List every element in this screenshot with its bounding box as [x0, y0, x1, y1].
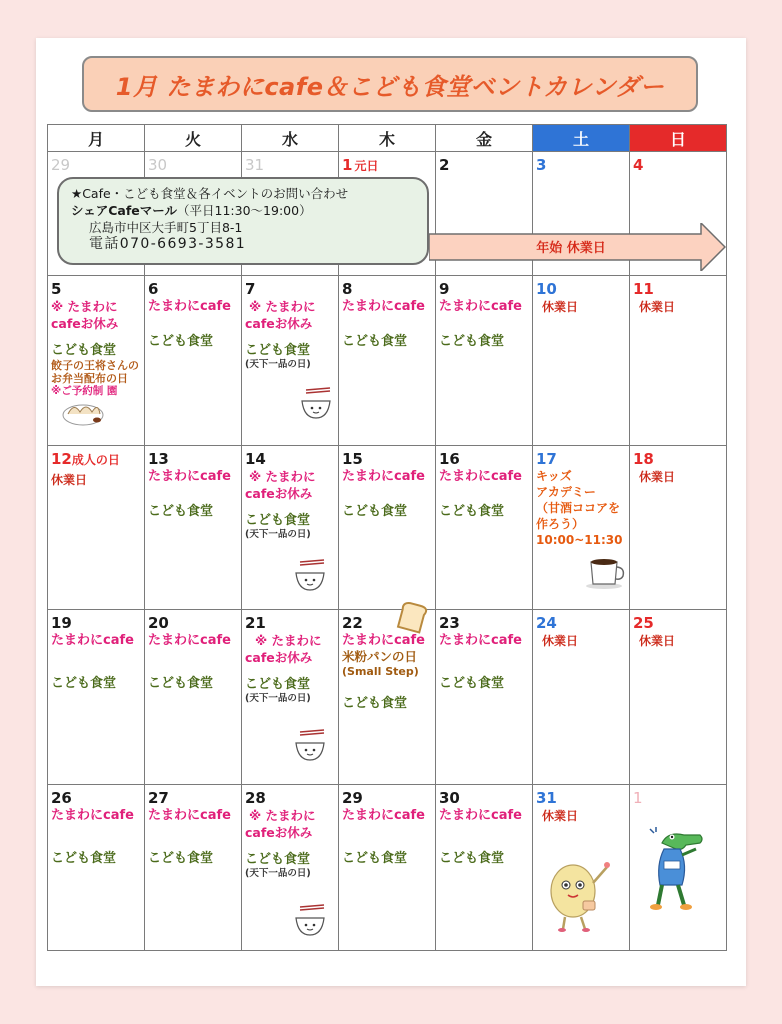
day-number: 19 [51, 614, 72, 632]
weekday-header-row [48, 125, 727, 152]
cafe-closed-suffix: cafeお休み [245, 825, 313, 840]
day-cell-19 [48, 610, 145, 785]
day-number: 15 [342, 450, 363, 468]
day-cell-9 [436, 276, 533, 446]
day-number: 30 [439, 789, 460, 807]
kodomo-shokudo-label: こども食堂 [342, 696, 408, 711]
day-number: 25 [633, 614, 654, 632]
day-cell-8 [339, 276, 436, 446]
weekday-mon: 月 [48, 125, 145, 152]
kids-academy-line1: キッズ [536, 469, 572, 483]
day-cell-15 [339, 446, 436, 610]
closed-label: 休業日 [51, 473, 88, 487]
kids-academy-line3: （甘酒ココアを [536, 501, 621, 515]
kodomo-shokudo-label: こども食堂 [51, 676, 117, 691]
day-cell-25 [630, 610, 727, 785]
closed-label: 休業日 [542, 300, 579, 314]
day-cell-6 [145, 276, 242, 446]
tenka-ippin-note: (天下一品の日) [245, 529, 311, 540]
day-cell-21 [242, 610, 339, 785]
coffee-cup-icon [585, 554, 627, 590]
gyoza-event-line2: お弁当配布の日 [51, 372, 128, 385]
day-number: 23 [439, 614, 460, 632]
ramen-bowl-icon [298, 386, 334, 420]
tenka-ippin-note: (天下一品の日) [245, 693, 311, 704]
kodomo-shokudo-label: こども食堂 [148, 334, 214, 349]
new-year-closure-label: 年始 休業日 [536, 241, 606, 256]
closed-label: 休業日 [639, 300, 676, 314]
day-number: 27 [148, 789, 169, 807]
cafe-closed-prefix: ※ たまわに [249, 469, 316, 484]
small-step-note: (Small Step) [342, 665, 419, 678]
weekday-thu: 木 [339, 125, 436, 152]
kodomo-shokudo-label: こども食堂 [342, 504, 408, 519]
day-number: 29 [51, 156, 71, 174]
kodomo-shokudo-label: こども食堂 [51, 851, 117, 866]
day-cell-12 [48, 446, 145, 610]
day-number: 1 [342, 156, 353, 174]
day-number: 2 [439, 156, 450, 174]
kodomo-shokudo-label: こども食堂 [439, 851, 505, 866]
contact-info-box [57, 177, 429, 265]
day-cell-11 [630, 276, 727, 446]
day-cell-7 [242, 276, 339, 446]
day-cell-29 [339, 785, 436, 951]
kids-academy-time: 10:00~11:30 [536, 533, 623, 547]
contact-heading: ★Cafe・こども食堂＆各イベントのお問い合わせ [71, 186, 349, 201]
kodomo-shokudo-label: こども食堂 [245, 852, 311, 867]
tenka-ippin-note: (天下一品の日) [245, 868, 311, 879]
kids-academy-line2: アカデミー [536, 485, 596, 499]
crocodile-mascot-icon [642, 825, 710, 919]
kodomo-shokudo-label: こども食堂 [51, 343, 117, 358]
kodomo-shokudo-label: こども食堂 [439, 676, 505, 691]
day-number: 11 [633, 280, 654, 298]
day-cell-17 [533, 446, 630, 610]
cafe-open-label: たまわにcafe [439, 808, 522, 823]
day-number: 28 [245, 789, 266, 807]
cafe-open-label: たまわにcafe [439, 633, 522, 648]
day-cell-31 [533, 785, 630, 951]
day-number: 9 [439, 280, 450, 298]
closed-label: 休業日 [639, 470, 676, 484]
kodomo-shokudo-label: こども食堂 [148, 851, 214, 866]
kodomo-shokudo-label: こども食堂 [439, 334, 505, 349]
day-number: 21 [245, 614, 266, 632]
cafe-closed-prefix: ※ たまわに [255, 633, 322, 648]
day-cell-feb1 [630, 785, 727, 951]
cafe-open-label: たまわにcafe [148, 808, 231, 823]
shop-address: 広島市中区大手町5丁目8-1 [89, 220, 243, 235]
shop-name: シェアCafeマール [71, 203, 178, 218]
closed-label: 休業日 [639, 634, 676, 648]
day-cell-18 [630, 446, 727, 610]
cafe-open-label: たまわにcafe [342, 299, 425, 314]
kodomo-shokudo-label: こども食堂 [342, 851, 408, 866]
weekday-tue: 火 [145, 125, 242, 152]
weekday-wed: 水 [242, 125, 339, 152]
day-cell-26 [48, 785, 145, 951]
cafe-closed-prefix: ※ たまわに [51, 299, 118, 314]
kodomo-shokudo-label: こども食堂 [148, 504, 214, 519]
cafe-open-label: たまわにcafe [148, 469, 231, 484]
day-number: 5 [51, 280, 62, 298]
cafe-open-label: たまわにcafe [342, 469, 425, 484]
day-cell-28 [242, 785, 339, 951]
day-cell-27 [145, 785, 242, 951]
day-cell-10 [533, 276, 630, 446]
ramen-bowl-icon [292, 558, 328, 592]
reservation-note: ※ご予約制 園 [51, 385, 118, 397]
rice-bread-day: 米粉パンの日 [342, 649, 418, 664]
mascot-character-icon [543, 847, 615, 933]
ramen-bowl-icon [292, 903, 328, 937]
closed-label: 休業日 [542, 809, 579, 823]
cafe-open-label: たまわにcafe [342, 808, 425, 823]
day-number: 24 [536, 614, 557, 632]
kodomo-shokudo-label: こども食堂 [439, 504, 505, 519]
day-number: 8 [342, 280, 353, 298]
day-number: 16 [439, 450, 460, 468]
day-number: 31 [536, 789, 557, 807]
weekday-fri: 金 [436, 125, 533, 152]
page-title: 1月 たまわにcafe＆こども食堂ベントカレンダー [82, 56, 698, 112]
day-cell-24 [533, 610, 630, 785]
kids-academy-line4: 作ろう） [536, 517, 585, 531]
weekday-sun: 日 [630, 125, 727, 152]
day-number: 22 [342, 614, 363, 632]
kodomo-shokudo-label: こども食堂 [245, 343, 311, 358]
holiday-name: 成人の日 [71, 453, 120, 467]
day-number: 26 [51, 789, 72, 807]
kodomo-shokudo-label: こども食堂 [148, 676, 214, 691]
cafe-closed-prefix: ※ たまわに [249, 808, 316, 823]
day-number: 3 [536, 156, 547, 174]
day-cell-22 [339, 610, 436, 785]
day-cell-16 [436, 446, 533, 610]
toast-bread-icon [395, 600, 429, 634]
cafe-closed-suffix: cafeお休み [245, 486, 313, 501]
weekday-sat: 土 [533, 125, 630, 152]
kodomo-shokudo-label: こども食堂 [245, 677, 311, 692]
day-cell-13 [145, 446, 242, 610]
closed-label: 休業日 [542, 634, 579, 648]
cafe-closed-suffix: cafeお休み [51, 316, 119, 331]
cafe-closed-suffix: cafeお休み [245, 316, 313, 331]
cafe-open-label: たまわにcafe [51, 633, 134, 648]
day-number: 29 [342, 789, 363, 807]
day-number: 20 [148, 614, 169, 632]
day-number: 12 [51, 450, 72, 468]
kodomo-shokudo-label: こども食堂 [245, 513, 311, 528]
ramen-bowl-icon [292, 728, 328, 762]
day-cell-30 [436, 785, 533, 951]
day-number: 17 [536, 450, 557, 468]
cafe-closed-prefix: ※ たまわに [249, 299, 316, 314]
gyoza-plate-icon [62, 396, 104, 426]
day-number: 1 [633, 789, 643, 807]
kodomo-shokudo-label: こども食堂 [342, 334, 408, 349]
cafe-open-label: たまわにcafe [342, 633, 425, 648]
cafe-open-label: たまわにcafe [148, 299, 231, 314]
day-cell-23 [436, 610, 533, 785]
day-number: 10 [536, 280, 557, 298]
day-number: 30 [148, 156, 168, 174]
day-number: 6 [148, 280, 159, 298]
day-number: 4 [633, 156, 644, 174]
cafe-open-label: たまわにcafe [51, 808, 134, 823]
day-number: 31 [245, 156, 265, 174]
shop-phone: 電話070-6693-3581 [89, 236, 247, 252]
tenka-ippin-note: (天下一品の日) [245, 359, 311, 370]
day-cell-20 [145, 610, 242, 785]
cafe-open-label: たまわにcafe [148, 633, 231, 648]
gyoza-event-line1: 餃子の王将さんの [51, 359, 139, 372]
shop-hours: （平日11:30～19:00） [177, 203, 312, 218]
cafe-open-label: たまわにcafe [439, 299, 522, 314]
day-number: 7 [245, 280, 256, 298]
holiday-name: 元日 [354, 159, 379, 173]
day-cell-5 [48, 276, 145, 446]
day-number: 13 [148, 450, 169, 468]
day-number: 14 [245, 450, 266, 468]
cafe-open-label: たまわにcafe [439, 469, 522, 484]
day-cell-14 [242, 446, 339, 610]
cafe-closed-suffix: cafeお休み [245, 650, 313, 665]
day-number: 18 [633, 450, 654, 468]
